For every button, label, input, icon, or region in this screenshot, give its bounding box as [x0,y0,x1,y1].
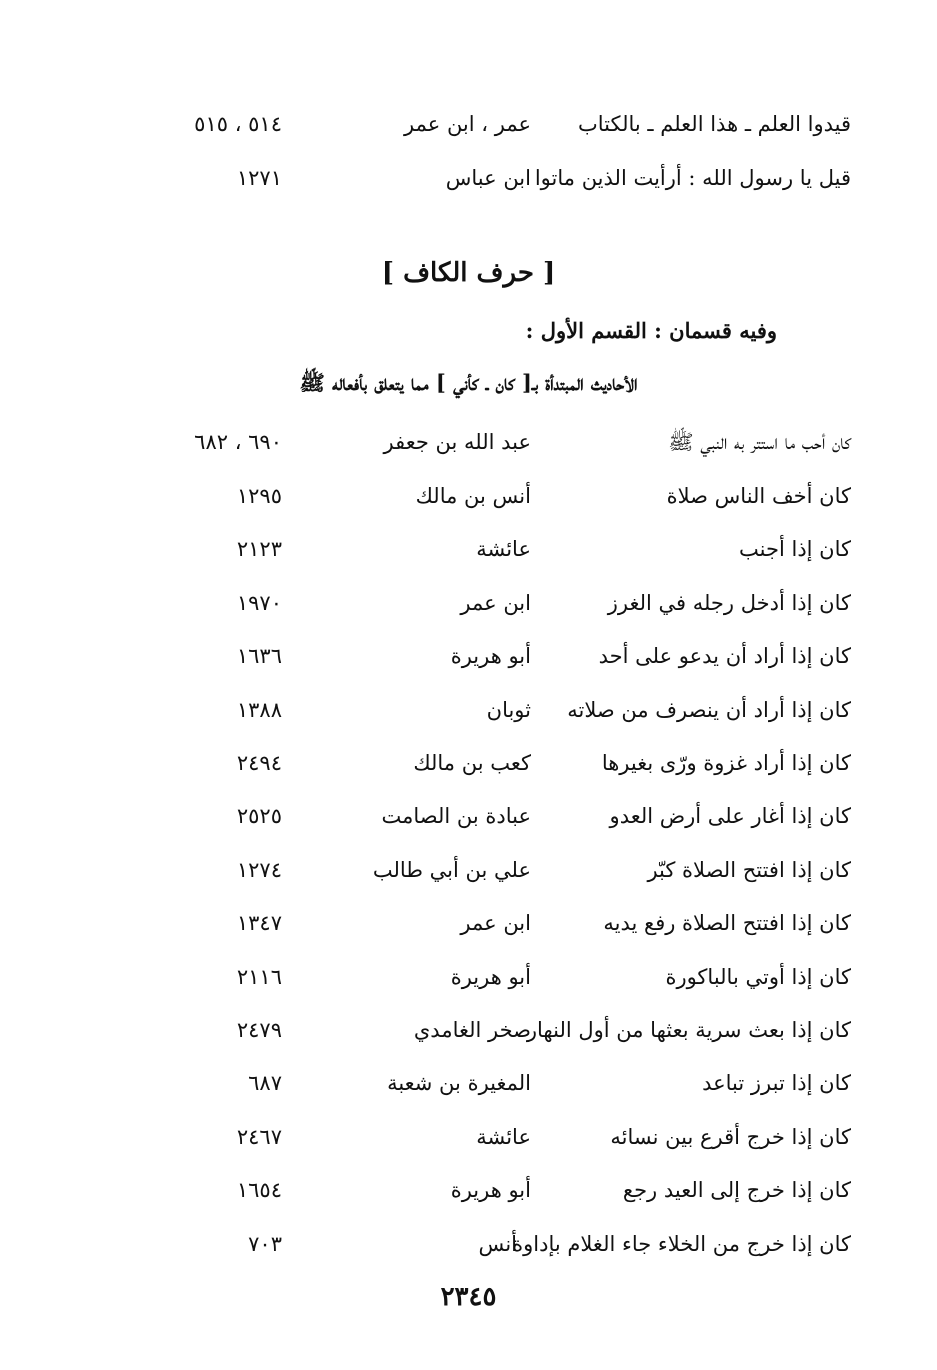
index-entry-row [0,158,937,198]
hadith-text: كان إذا خرج أقرع بين نسائه [610,1125,851,1149]
index-entry-row [0,422,937,462]
reference-number: ١٣٨٨ [236,698,282,722]
index-entry-row [0,1224,937,1264]
page-number: ٢٣٤٥ [440,1282,497,1312]
reference-number: ٧٠٣ [248,1232,282,1256]
reference-number: ٢٤٧٩ [236,1018,282,1042]
hadith-text: كان إذا خرج إلى العيد رجع [622,1178,851,1202]
hadith-text: قيل يا رسول الله : أرأيت الذين ماتوا [534,166,851,190]
hadith-text: كان إذا تبرز تباعد [702,1071,851,1095]
index-entry-row [0,583,937,623]
narrator: ابن عمر [460,911,531,935]
reference-number: ١٩٧٠ [236,591,282,615]
reference-number: ٦٩٠ ، ٦٨٢ [194,430,282,454]
index-entry-row [0,1063,937,1103]
narrator: عمر ، ابن عمر [404,112,531,136]
reference-number: ٢١١٦ [236,965,282,989]
reference-number: ٦٨٧ [248,1071,282,1095]
narrator: صخر الغامدي [413,1018,531,1042]
narrator: ابن عمر [460,591,531,615]
reference-number: ٢١٢٣ [236,537,282,561]
index-entry-row [0,1010,937,1050]
reference-number: ٢٤٩٤ [236,751,282,775]
narrator: أبو هريرة [450,965,531,989]
hadith-text: كان إذا أراد أن يدعو على أحد [598,644,851,668]
index-entry-row [0,796,937,836]
hadith-text: كان إذا أراد أن ينصرف من صلاته [567,698,851,722]
category-heading: الأحاديث المبتدأة بـ[ كان ـ كأني ] مما يتعلق بأفعاله ﷺ [299,370,638,395]
narrator: عائشة [476,537,531,561]
index-entry-row [0,743,937,783]
index-entry-row [0,690,937,730]
reference-number: ١٢٧٤ [236,858,282,882]
reference-number: ٥١٤ ، ٥١٥ [194,112,282,136]
hadith-text: كان أخف الناس صلاة [666,484,851,508]
subsection-heading: وفيه قسمان : القسم الأول : [525,318,777,343]
narrator: علي بن أبي طالب [372,858,531,882]
narrator: كعب بن مالك [413,751,531,775]
index-entry-row [0,636,937,676]
index-entry-row [0,903,937,943]
index-entry-row [0,104,937,144]
index-entry-row [0,1170,937,1210]
narrator: المغيرة بن شعبة [387,1071,531,1095]
index-entry-row [0,850,937,890]
narrator: أبو هريرة [450,644,531,668]
hadith-text: قيدوا العلم ـ هذا العلم ـ بالكتاب [578,112,851,136]
reference-number: ٢٥٢٥ [236,804,282,828]
hadith-text: كان إذا خرج من الخلاء جاء الغلام بإداوة [512,1232,851,1256]
hadith-text: كان أحب ما استتر به النبي ﷺ [668,430,851,454]
hadith-text: كان إذا أوتي بالباكورة [665,965,851,989]
narrator: ثوبان [486,698,531,722]
reference-number: ١٦٥٤ [236,1178,282,1202]
reference-number: ١٢٧١ [236,166,282,190]
hadith-text: كان إذا افتتح الصلاة كبّر [647,858,851,882]
reference-number: ١٣٤٧ [236,911,282,935]
reference-number: ١٦٣٦ [236,644,282,668]
index-entry-row [0,957,937,997]
index-entry-row [0,1117,937,1157]
hadith-text: كان إذا بعث سرية بعثها من أول النهار [526,1018,851,1042]
narrator: أنس [478,1232,517,1256]
reference-number: ٢٤٦٧ [236,1125,282,1149]
narrator: أبو هريرة [450,1178,531,1202]
index-entry-row [0,476,937,516]
narrator: ابن عباس [445,166,531,190]
hadith-text: كان إذا أغار على أرض العدو [609,804,851,828]
narrator: أنس بن مالك [415,484,531,508]
narrator: عبد الله بن جعفر [383,430,531,454]
section-title: [ حرف الكاف ] [381,258,556,288]
hadith-text: كان إذا افتتح الصلاة رفع يديه [603,911,851,935]
hadith-text: كان إذا أراد غزوة ورّى بغيرها [601,751,851,775]
narrator: عائشة [476,1125,531,1149]
reference-number: ١٢٩٥ [236,484,282,508]
index-entry-row [0,529,937,569]
hadith-text: كان إذا أجنب [739,537,851,561]
hadith-text: كان إذا أدخل رجله في الغرز [607,591,851,615]
narrator: عبادة بن الصامت [381,804,531,828]
